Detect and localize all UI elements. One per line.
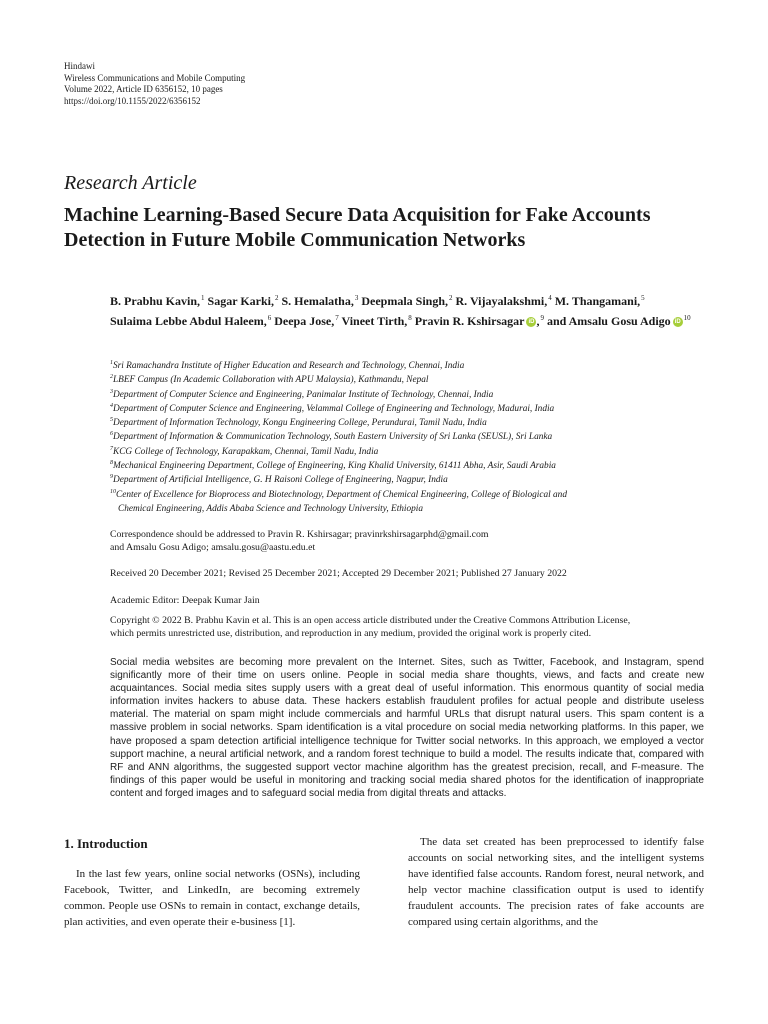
copyright-line: which permits unrestricted use, distribution, and reproduction in any medium, provided the original work is properly cited. [110, 628, 592, 639]
author-affiliation-mark: 2 [274, 294, 279, 302]
copyright-notice [110, 614, 710, 640]
section-heading: 1. Introduction [64, 836, 148, 851]
author [415, 314, 544, 328]
body-paragraph: The data set created has been preprocessed to identify false accounts on social networking sites, and the intelligent systems have identified false accounts. Random forest, neural network, and help vector machine classification output is used to identify fraudulent accounts. The precision rates of fake accounts are compared using certain algorithms, and the [408, 836, 704, 928]
author-name: Deepmala Singh, [361, 294, 449, 308]
author [342, 314, 412, 328]
affiliation [110, 488, 690, 502]
affiliation [110, 359, 690, 373]
author [456, 294, 552, 308]
affiliation-number: 4 [110, 402, 113, 409]
affiliation-text: Department of Computer Science and Engineering, Velammal College of Engineering and Technology, Madurai, India [113, 403, 555, 414]
affiliation-text: Department of Computer Science and Engineering, Panimalar Institute of Technology, Chennai, India [113, 389, 494, 400]
orcid-icon[interactable]: iD [674, 318, 681, 325]
author [274, 314, 339, 328]
author-name: and Amsalu Gosu Adigo [546, 313, 671, 328]
affiliation-number: 8 [110, 459, 113, 466]
abstract: Social media websites are becoming more prevalent on the Internet. Sites, such as Twitter, Facebook, and Instagram, spend significantly more of their time on users online. People in social media share thoughts, views, and facts and create new acquaintances. Social media sites supply users with a great deal of useful information. This enormous quantity of social media information invites hackers to abuse data. These hackers establish fraudulent profiles for actual people and distribute useless material. The material on spam might include commercials and harmful URLs that disrupt natural users. This spam content is a massive problem in social networks. Spam identification is a vital procedure on social media networking platforms. In this paper, we have proposed a spam detection artificial intelligence technique for Twitter social networks. In this approach, we employed a vector support machine, a neural artificial network, and a random forest technique to build a model. The results indicate that, compared with RF and ANN algorithms, the suggested support vector machine algorithm has the greatest precision, recall, and F-measure. The findings of this paper would be useful in monitoring and tracking social media shared photos for the identification of inappropriate content and forged images and to safeguard social media from digital threats and attacks. [110, 657, 704, 799]
author [208, 294, 279, 308]
affiliation-text: Mechanical Engineering Department, College of Engineering, King Khalid University, 61411 Abha, Asir, Saudi Arabia [113, 461, 556, 472]
affiliation-text: Sri Ramachandra Institute of Higher Education and Research and Technology, Chennai, India [113, 361, 465, 371]
author-name: S. Hemalatha, [281, 294, 354, 308]
author [110, 314, 271, 328]
author-name: B. Prabhu Kavin, [110, 294, 201, 308]
author-affiliation-mark: 7 [335, 313, 339, 322]
affiliation-text: Department of Information & Communication Technology, South Eastern University of Sri Lanka (SEUSL), Sri Lanka [113, 432, 553, 443]
author-name: Sagar Karki, [207, 294, 274, 308]
academic-editor: Academic Editor: Deepak Kumar Jain [110, 595, 260, 606]
author-separator: , [536, 313, 540, 328]
author-name: Vineet Tirth, [341, 313, 408, 328]
author [110, 294, 205, 308]
author-affiliation-mark: 1 [201, 294, 205, 302]
author-affiliation-mark: 4 [548, 294, 552, 302]
affiliation-number: 6 [110, 431, 113, 438]
author-affiliation-mark: 5 [641, 294, 645, 302]
author-affiliation-mark: 6 [267, 313, 272, 322]
author [547, 314, 691, 328]
paper-title: Machine Learning-Based Secure Data Acquisition for Fake Accounts Detection in Future Mobile Communication Networks [64, 204, 651, 251]
affiliation [110, 473, 690, 487]
affiliation-text: Center of Excellence for Bioprocess and Biotechnology, Department of Chemical Engineering, College of Biological and [116, 489, 567, 500]
author-name: M. Thangamani, [554, 294, 641, 308]
affiliation [110, 402, 690, 416]
affiliation-number: 2 [110, 374, 113, 381]
affiliation-list [110, 359, 690, 516]
correspondence-line: and Amsalu Gosu Adigo; amsalu.gosu@aastu.edu.et [110, 542, 316, 553]
publication-info [64, 61, 245, 107]
author-name: Deepa Jose, [274, 313, 335, 328]
volume-info: Volume 2022, Article ID 6356152, 10 pages [64, 84, 223, 95]
affiliation-text: Department of Information Technology, Kongu Engineering College, Perundurai, Tamil Nadu, India [113, 418, 487, 429]
affiliation-continuation: Chemical Engineering, Addis Ababa Science and Technology University, Ethiopia [118, 503, 424, 514]
affiliation-text: KCG College of Technology, Karapakkam, Chennai, Tamil Nadu, India [113, 446, 379, 457]
orcid-icon[interactable]: iD [528, 318, 535, 325]
correspondence [110, 528, 710, 554]
publication-dates: Received 20 December 2021; Revised 25 December 2021; Accepted 29 December 2021; Published 27 January 2022 [110, 568, 567, 579]
copyright-line: Copyright © 2022 B. Prabhu Kavin et al. This is an open access article distributed under the Creative Commons Attribution License, [110, 615, 631, 626]
affiliation-number: 9 [110, 474, 113, 481]
doi-link[interactable]: https://doi.org/10.1155/2022/6356152 [64, 95, 201, 106]
author-affiliation-mark: 9 [540, 313, 544, 322]
affiliation-number: 5 [110, 417, 113, 424]
author [361, 294, 452, 308]
author [281, 294, 358, 308]
author-affiliation-mark: 10 [683, 313, 691, 322]
author [555, 294, 645, 308]
affiliation [110, 388, 690, 402]
affiliation-number: 7 [110, 445, 113, 452]
affiliation-number: 10 [110, 488, 116, 495]
article-type: Research Article [64, 172, 197, 194]
author-name: Sulaima Lebbe Abdul Haleem, [110, 313, 267, 328]
affiliation [110, 430, 690, 444]
affiliation [110, 416, 690, 430]
author-affiliation-mark: 8 [408, 313, 412, 322]
author-name: R. Vijayalakshmi, [455, 294, 548, 308]
affiliation-text: Department of Artificial Intelligence, G. H Raisoni College of Engineering, Nagpur, India [113, 475, 448, 486]
affiliation [110, 459, 690, 473]
affiliation [110, 445, 690, 459]
affiliation-number: 3 [110, 388, 113, 395]
body-paragraph: In the last few years, online social networks (OSNs), including Facebook, Twitter, and LinkedIn, are becoming extremely common. People use OSNs to remain in contact, exchange details, plan activities, and even operate their e-business [1]. [64, 868, 360, 928]
author-affiliation-mark: 2 [449, 294, 453, 302]
affiliation-text: LBEF Campus (In Academic Collaboration with APU Malaysia), Kathmandu, Nepal [113, 375, 429, 386]
publisher-name: Hindawi [64, 61, 95, 71]
author-affiliation-mark: 3 [354, 294, 359, 302]
body-column-right [408, 835, 704, 930]
affiliation-number: 1 [110, 359, 113, 366]
author-name: Pravin R. Kshirsagar [414, 313, 525, 328]
body-column-left [64, 867, 360, 931]
journal-name: Wireless Communications and Mobile Computing [64, 72, 246, 83]
author-list [110, 292, 710, 331]
affiliation [110, 373, 690, 387]
correspondence-line: Correspondence should be addressed to Pravin R. Kshirsagar; pravinrkshirsagarphd@gmail.com [110, 529, 489, 540]
